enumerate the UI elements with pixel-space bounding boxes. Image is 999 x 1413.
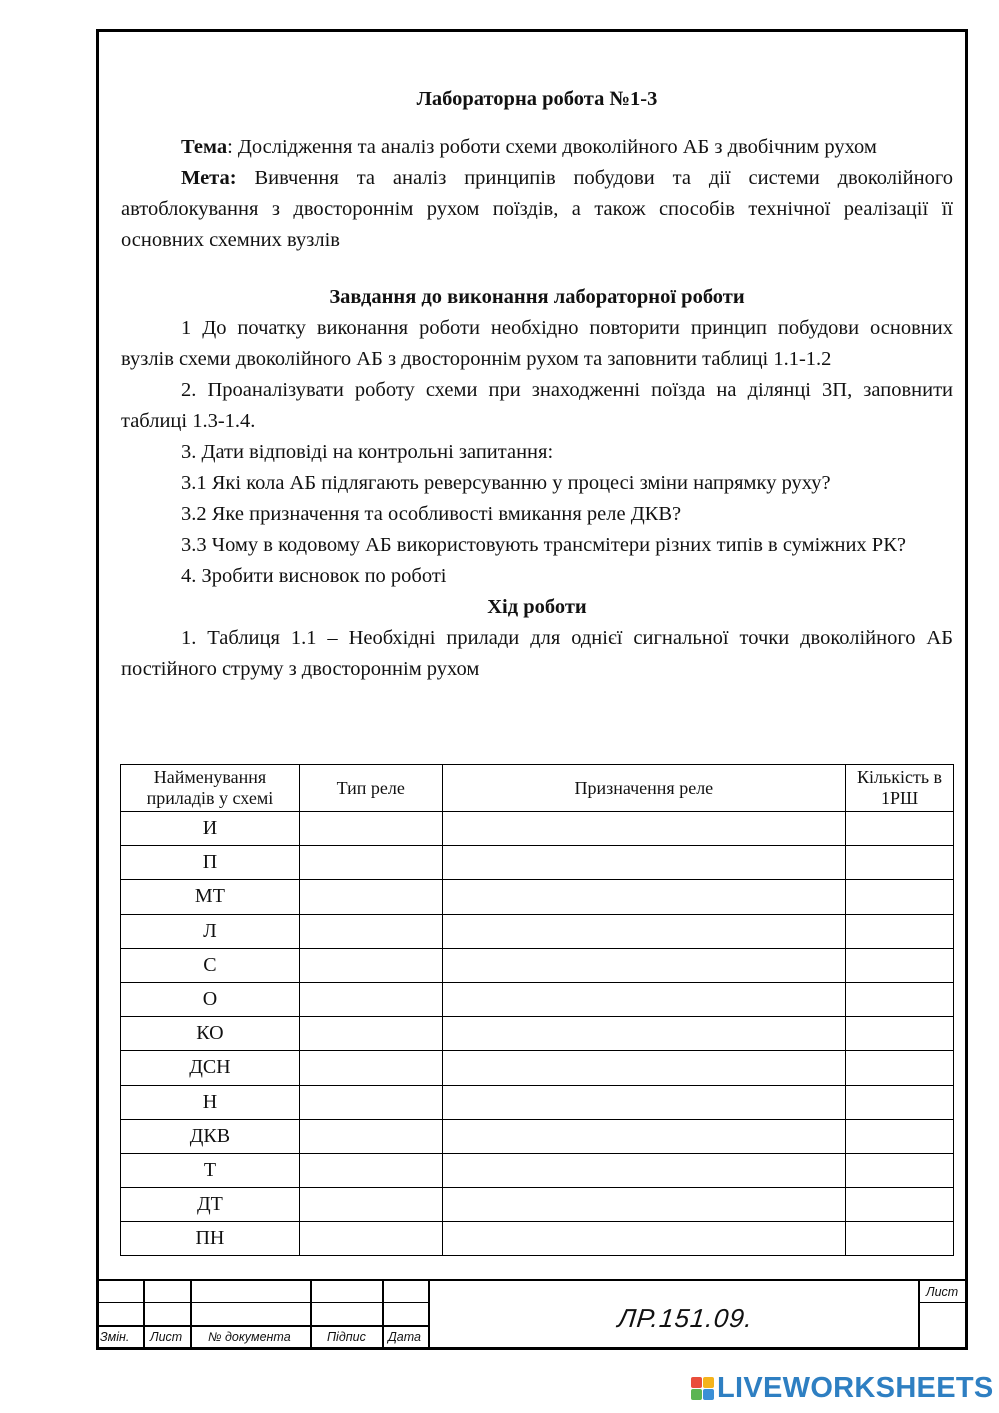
relay-type-cell[interactable] xyxy=(299,812,442,846)
table-row xyxy=(121,812,954,846)
table-row xyxy=(121,914,954,948)
relay-type-cell[interactable] xyxy=(299,1222,442,1256)
relay-purpose-cell[interactable] xyxy=(442,982,845,1016)
device-name-cell: ПН xyxy=(121,1222,300,1256)
quantity-cell[interactable] xyxy=(846,982,954,1016)
quantity-cell[interactable] xyxy=(846,1085,954,1119)
device-name-cell: Н xyxy=(121,1085,300,1119)
document-body xyxy=(121,84,953,685)
header-relay-purpose: Призначення реле xyxy=(442,765,845,812)
document-code: ЛР.151.09. xyxy=(616,1303,755,1333)
table-row xyxy=(121,1188,954,1222)
logo-text: LIVEWORKSHEETS xyxy=(717,1371,994,1404)
device-name-cell: ДСН xyxy=(121,1051,300,1085)
goal-paragraph xyxy=(121,163,953,256)
header-relay-type: Тип реле xyxy=(299,765,442,812)
relay-type-cell[interactable] xyxy=(299,1085,442,1119)
quantity-cell[interactable] xyxy=(846,1119,954,1153)
relay-purpose-cell[interactable] xyxy=(442,1188,845,1222)
device-name-cell: О xyxy=(121,982,300,1016)
title-block xyxy=(96,1279,968,1350)
device-name-cell: Л xyxy=(121,914,300,948)
stamp-label-document-number: № документа xyxy=(208,1330,291,1344)
quantity-cell[interactable] xyxy=(846,812,954,846)
stamp-sheet-label: Лист xyxy=(926,1285,959,1299)
relay-purpose-cell[interactable] xyxy=(442,846,845,880)
relay-type-cell[interactable] xyxy=(299,1119,442,1153)
relay-purpose-cell[interactable] xyxy=(442,1119,845,1153)
device-name-cell: МТ xyxy=(121,880,300,914)
topic-label: Тема xyxy=(181,136,228,158)
relay-type-cell[interactable] xyxy=(299,948,442,982)
table-row xyxy=(121,1017,954,1051)
relay-type-cell[interactable] xyxy=(299,982,442,1016)
stamp-label-changes: Змін. xyxy=(100,1330,130,1344)
goal-text: Вивчення та аналіз принципів побудови та дії системи двоколійного автоблокування з двостороннім рухом поїздів, а також способів технічної реалізації її основних схемних вузлів xyxy=(121,167,953,251)
topic-paragraph xyxy=(121,132,953,163)
relay-purpose-cell[interactable] xyxy=(442,1153,845,1187)
quantity-cell[interactable] xyxy=(846,846,954,880)
relay-type-cell[interactable] xyxy=(299,914,442,948)
quantity-cell[interactable] xyxy=(846,1222,954,1256)
quantity-cell[interactable] xyxy=(846,1017,954,1051)
relay-purpose-cell[interactable] xyxy=(442,1222,845,1256)
task-4: 4. Зробити висновок по роботі xyxy=(181,565,447,587)
device-name-cell: Т xyxy=(121,1153,300,1187)
device-name-cell: ДКВ xyxy=(121,1119,300,1153)
relay-type-cell[interactable] xyxy=(299,880,442,914)
task-3: 3. Дати відповіді на контрольні запитання: xyxy=(181,441,554,463)
table-row xyxy=(121,1051,954,1085)
table-row xyxy=(121,1153,954,1187)
table-header-row xyxy=(121,765,954,812)
table-row xyxy=(121,948,954,982)
relay-type-cell[interactable] xyxy=(299,1188,442,1222)
goal-label: Мета: xyxy=(181,167,237,189)
question-2: 3.2 Яке призначення та особливості вмикання реле ДКВ? xyxy=(181,503,682,525)
header-device-name: Найменування приладів у схемі xyxy=(121,765,300,812)
device-name-cell: И xyxy=(121,812,300,846)
question-3: 3.3 Чому в кодовому АБ використовують трансмітери різних типів в суміжних РК? xyxy=(181,534,906,556)
devices-table xyxy=(120,764,954,1256)
table-row xyxy=(121,846,954,880)
relay-type-cell[interactable] xyxy=(299,1051,442,1085)
quantity-cell[interactable] xyxy=(846,948,954,982)
quantity-cell[interactable] xyxy=(846,1188,954,1222)
quantity-cell[interactable] xyxy=(846,880,954,914)
device-name-cell: КО xyxy=(121,1017,300,1051)
task-1: 1 До початку виконання роботи необхідно повторити принцип побудови основних вузлів схеми двоколійного АБ з двостороннім рухом та заповнити таблиці 1.1-1.2 xyxy=(121,317,953,370)
relay-purpose-cell[interactable] xyxy=(442,914,845,948)
quantity-cell[interactable] xyxy=(846,1153,954,1187)
header-quantity: Кількість в 1РШ xyxy=(846,765,954,812)
device-name-cell: ДТ xyxy=(121,1188,300,1222)
relay-type-cell[interactable] xyxy=(299,1153,442,1187)
relay-purpose-cell[interactable] xyxy=(442,948,845,982)
stamp-label-sheet: Лист xyxy=(150,1330,183,1344)
quantity-cell[interactable] xyxy=(846,1051,954,1085)
liveworksheets-logo[interactable] xyxy=(690,1373,994,1403)
table-row xyxy=(121,982,954,1016)
task-2: 2. Проаналізувати роботу схеми при знаходженні поїзда на ділянці 3П, заповнити таблиці 1.3-1.4. xyxy=(121,379,953,432)
liveworksheets-logo-icon xyxy=(690,1376,714,1400)
stamp-label-signature: Підпис xyxy=(327,1330,366,1344)
topic-text: : Дослідження та аналіз роботи схеми двоколійного АБ з двобічним рухом xyxy=(227,136,877,158)
page-title: Лабораторна робота №1-3 xyxy=(416,88,658,110)
device-name-cell: П xyxy=(121,846,300,880)
table-row xyxy=(121,880,954,914)
progress-heading: Хід роботи xyxy=(487,596,587,618)
table-row xyxy=(121,1222,954,1256)
table-row xyxy=(121,1119,954,1153)
relay-type-cell[interactable] xyxy=(299,846,442,880)
relay-purpose-cell[interactable] xyxy=(442,1017,845,1051)
stamp-label-date: Дата xyxy=(388,1330,421,1344)
table-caption: 1. Таблиця 1.1 – Необхідні прилади для однієї сигнальної точки двоколійного АБ постійного струму з двостороннім рухом xyxy=(121,627,953,680)
relay-purpose-cell[interactable] xyxy=(442,812,845,846)
relay-type-cell[interactable] xyxy=(299,1017,442,1051)
device-name-cell: С xyxy=(121,948,300,982)
question-1: 3.1 Які кола АБ підлягають реверсуванню у процесі зміни напрямку руху? xyxy=(181,472,831,494)
relay-purpose-cell[interactable] xyxy=(442,1051,845,1085)
tasks-heading: Завдання до виконання лабораторної роботи xyxy=(329,286,745,308)
table-row xyxy=(121,1085,954,1119)
relay-purpose-cell[interactable] xyxy=(442,880,845,914)
relay-purpose-cell[interactable] xyxy=(442,1085,845,1119)
quantity-cell[interactable] xyxy=(846,914,954,948)
